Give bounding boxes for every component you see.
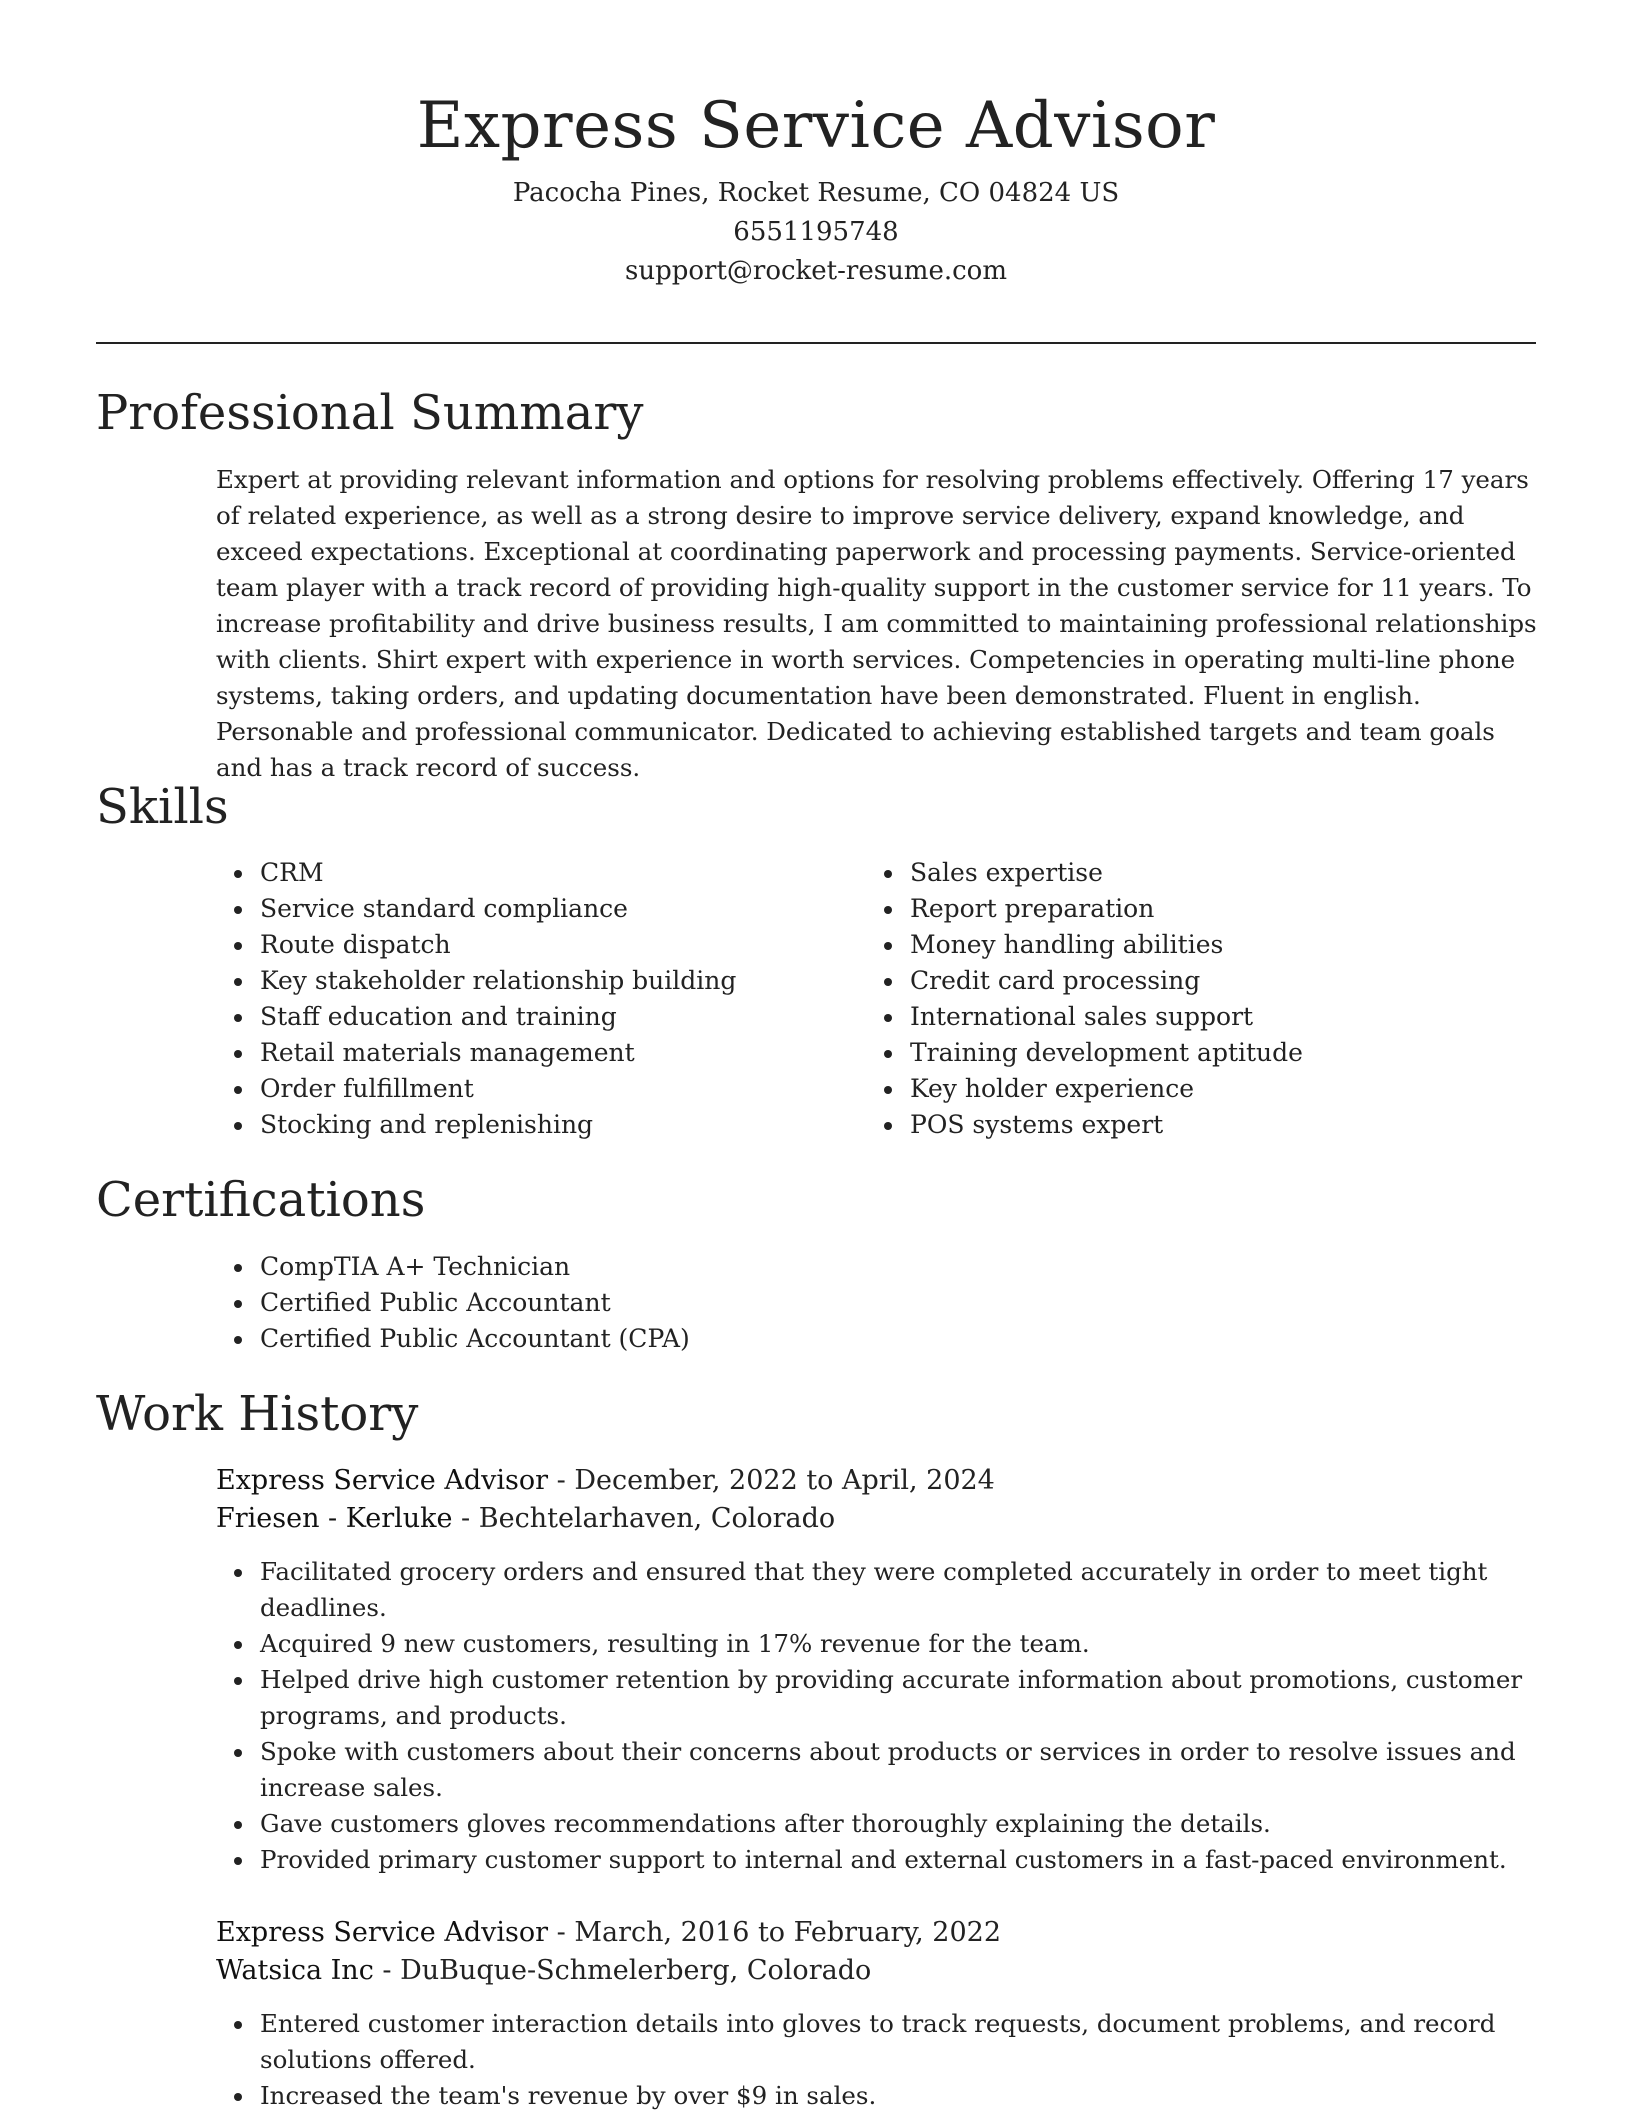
- job-company: Watsica Inc: [216, 1955, 374, 1986]
- certifications-heading: Certifications: [96, 1172, 426, 1228]
- job-dates: - March, 2016 to February, 2022: [548, 1917, 1002, 1948]
- job-title: Express Service Advisor: [216, 1465, 549, 1496]
- address-line: Pacocha Pines, Rocket Resume, CO 04824 US: [512, 178, 1120, 208]
- skills-list-right: [866, 855, 1486, 1143]
- skill-item: Retail materials management: [216, 1035, 836, 1071]
- skill-item: Key holder experience: [866, 1071, 1486, 1107]
- job-company: Friesen - Kerluke: [216, 1503, 453, 1534]
- certifications-list: [216, 1249, 1116, 1357]
- skill-item: Training development aptitude: [866, 1035, 1486, 1071]
- job-duty: Provided primary customer support to internal and external customers in a fast-paced environment.: [216, 1842, 1536, 1878]
- job-company-line: [216, 1500, 1536, 1538]
- skill-item: Staff education and training: [216, 999, 836, 1035]
- certification-item: Certified Public Accountant: [216, 1285, 1116, 1321]
- job-duties-list: [216, 2006, 1536, 2114]
- job-duty: Increased the team's revenue by over $9 in sales.: [216, 2078, 1536, 2114]
- skill-item: Route dispatch: [216, 927, 836, 963]
- job-duty: Helped drive high customer retention by providing accurate information about promotions, customer programs, and products.: [216, 1662, 1536, 1734]
- certification-item: CompTIA A+ Technician: [216, 1249, 1116, 1285]
- email-line: support@rocket-resume.com: [624, 256, 1007, 286]
- skill-item: Credit card processing: [866, 963, 1486, 999]
- phone-line: 6551195748: [733, 217, 899, 247]
- skill-item: International sales support: [866, 999, 1486, 1035]
- skills-heading: Skills: [96, 779, 229, 835]
- job-company-line: [216, 1952, 1536, 1990]
- job-location: - Bechtelarhaven, Colorado: [452, 1503, 836, 1534]
- candidate-name: Express Service Advisor: [416, 89, 1216, 163]
- job-title: Express Service Advisor: [216, 1917, 549, 1948]
- resume-header: [0, 0, 1632, 291]
- job-title-line: [216, 1462, 1536, 1500]
- skill-item: Money handling abilities: [866, 927, 1486, 963]
- job-duty: Spoke with customers about their concerns about products or services in order to resolve issues and increase sales.: [216, 1734, 1536, 1806]
- summary-text: Expert at providing relevant information and options for resolving problems effectively. Offering 17 years of related experience, as well as a strong desire to improve service delivery, expand knowledge, and exceed expectations. Exceptional at coordinating paperwork and processing payments. Service-oriented team player with a track record of providing high-quality support in the customer service for 11 years. To increase profitability and drive business results, I am committed to maintaining professional relationships with clients. Shirt expert with experience in worth services. Competencies in operating multi-line phone systems, taking orders, and updating documentation have been demonstrated. Fluent in english. Personable and professional communicator. Dedicated to achieving established targets and team goals and has a track record of success.: [216, 465, 1537, 782]
- header-divider: [96, 342, 1536, 344]
- work-history-heading: Work History: [96, 1386, 419, 1442]
- job-title-line: [216, 1914, 1536, 1952]
- job-entry: [216, 1462, 1536, 1878]
- skill-item: Sales expertise: [866, 855, 1486, 891]
- job-location: - DuBuque-Schmelerberg, Colorado: [373, 1955, 872, 1986]
- contact-block: [0, 174, 1632, 291]
- skill-item: POS systems expert: [866, 1107, 1486, 1143]
- job-entry: [216, 1914, 1536, 2114]
- skill-item: Key stakeholder relationship building: [216, 963, 836, 999]
- skills-list-left: [216, 855, 836, 1143]
- job-duty: Entered customer interaction details into gloves to track requests, document problems, and record solutions offered.: [216, 2006, 1536, 2078]
- skill-item: Service standard compliance: [216, 891, 836, 927]
- skill-item: Report preparation: [866, 891, 1486, 927]
- job-duty: Facilitated grocery orders and ensured that they were completed accurately in order to meet tight deadlines.: [216, 1554, 1536, 1626]
- summary-heading: Professional Summary: [96, 385, 644, 441]
- skill-item: Order fulfillment: [216, 1071, 836, 1107]
- job-duty: Gave customers gloves recommendations after thoroughly explaining the details.: [216, 1806, 1536, 1842]
- skill-item: CRM: [216, 855, 836, 891]
- job-duties-list: [216, 1554, 1536, 1878]
- job-dates: - December, 2022 to April, 2024: [548, 1465, 995, 1496]
- skill-item: Stocking and replenishing: [216, 1107, 836, 1143]
- job-duty: Acquired 9 new customers, resulting in 17% revenue for the team.: [216, 1626, 1536, 1662]
- certification-item: Certified Public Accountant (CPA): [216, 1321, 1116, 1357]
